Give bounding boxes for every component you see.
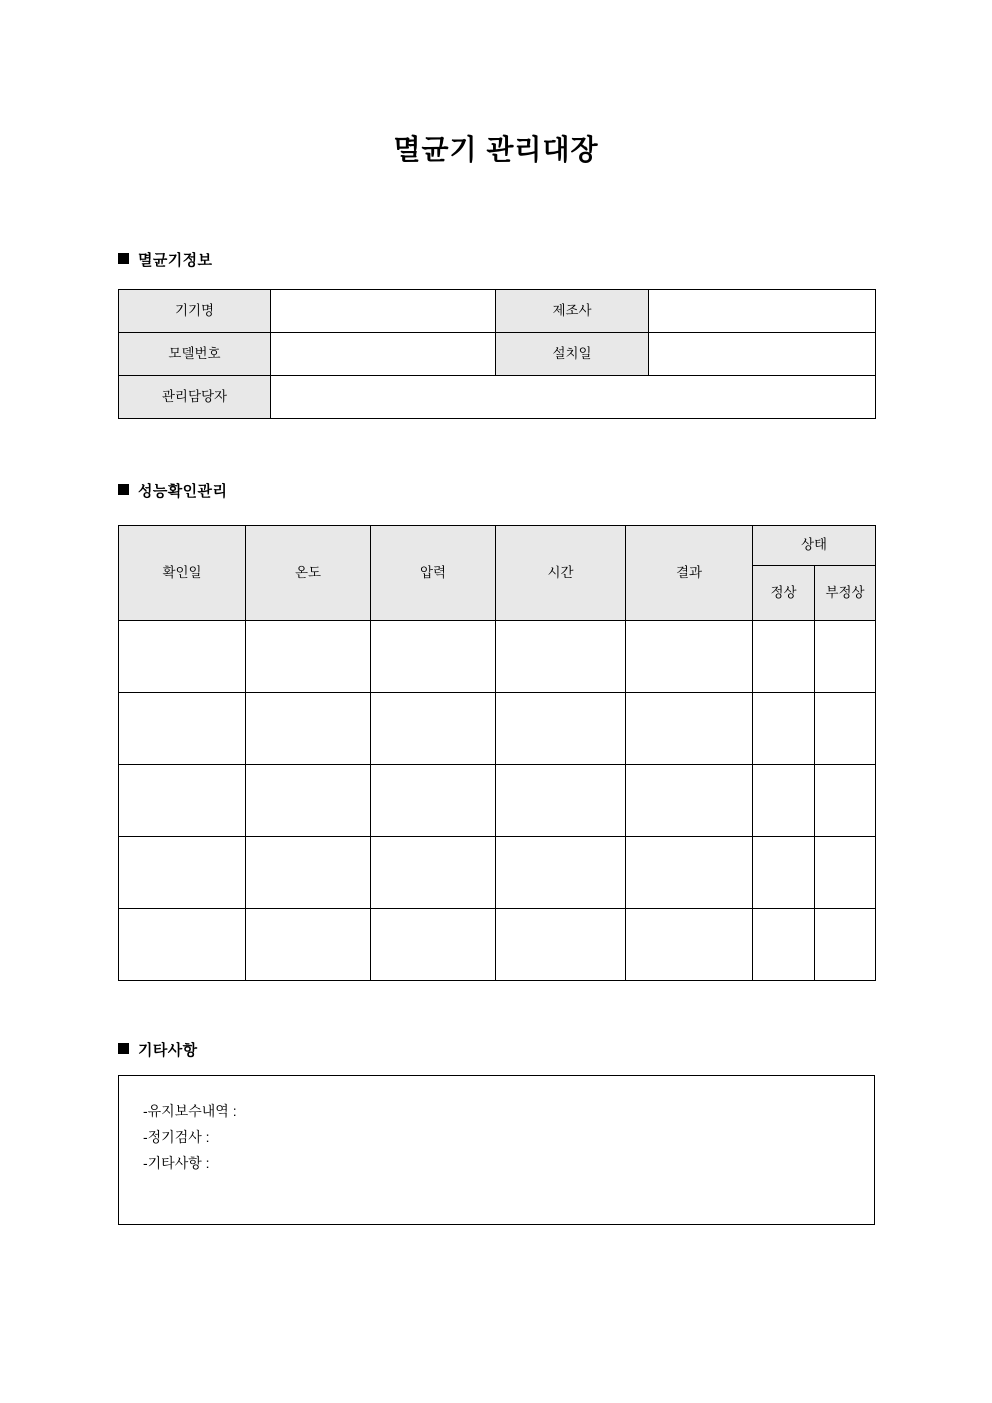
cell-check-date[interactable] — [119, 909, 246, 981]
label-model-number: 모델번호 — [119, 333, 271, 376]
section-heading-label: 멸균기정보 — [138, 252, 213, 269]
table-row — [119, 290, 876, 333]
column-header-pressure: 압력 — [371, 526, 496, 621]
page-title: 멸균기 관리대장 — [393, 134, 599, 165]
note-line-periodic-inspection: -정기검사 : — [143, 1129, 210, 1145]
column-header-status-abnormal — [815, 566, 876, 621]
column-header-status-abnormal-label: 부정상 — [825, 584, 865, 600]
column-header-status-group: 상태 — [753, 526, 876, 566]
cell-check-date[interactable] — [119, 621, 246, 693]
table-row — [119, 333, 876, 376]
table-row — [119, 909, 876, 981]
column-header-temperature: 온도 — [246, 526, 371, 621]
cell-result[interactable] — [626, 909, 753, 981]
cell-status-abnormal[interactable] — [815, 621, 876, 693]
column-header-time: 시간 — [496, 526, 626, 621]
cell-time[interactable] — [496, 693, 626, 765]
cell-pressure[interactable] — [371, 621, 496, 693]
note-line-other-matters: -기타사항 : — [143, 1155, 210, 1171]
table-row — [119, 837, 876, 909]
label-manager: 관리담당자 — [119, 376, 271, 419]
cell-check-date[interactable] — [119, 693, 246, 765]
cell-status-abnormal[interactable] — [815, 765, 876, 837]
cell-temperature[interactable] — [246, 765, 371, 837]
table-row — [119, 693, 876, 765]
cell-pressure[interactable] — [371, 837, 496, 909]
note-line-maintenance-history: -유지보수내역 : — [143, 1103, 237, 1119]
table-row — [119, 376, 876, 419]
cell-temperature[interactable] — [246, 837, 371, 909]
filled-square-bullet-icon — [118, 1043, 129, 1054]
column-header-result: 결과 — [626, 526, 753, 621]
table-header-row — [119, 526, 876, 566]
section-heading-performance-check — [118, 483, 227, 501]
other-matters-notes-box[interactable] — [118, 1075, 875, 1225]
cell-status-abnormal[interactable] — [815, 837, 876, 909]
cell-status-normal[interactable] — [753, 693, 815, 765]
section-heading-sterilizer-info — [118, 252, 212, 270]
label-equipment-name: 기기명 — [119, 290, 271, 333]
cell-result[interactable] — [626, 837, 753, 909]
cell-pressure[interactable] — [371, 693, 496, 765]
section-heading-label: 기타사항 — [138, 1042, 198, 1059]
performance-check-table — [118, 525, 876, 981]
cell-status-normal[interactable] — [753, 909, 815, 981]
cell-status-normal[interactable] — [753, 765, 815, 837]
section-heading-other-matters — [118, 1042, 198, 1060]
column-header-check-date: 확인일 — [119, 526, 246, 621]
filled-square-bullet-icon — [118, 253, 129, 264]
cell-time[interactable] — [496, 621, 626, 693]
cell-status-abnormal[interactable] — [815, 909, 876, 981]
label-install-date: 설치일 — [496, 333, 649, 376]
cell-status-normal[interactable] — [753, 621, 815, 693]
cell-status-abnormal[interactable] — [815, 693, 876, 765]
cell-result[interactable] — [626, 693, 753, 765]
cell-check-date[interactable] — [119, 765, 246, 837]
cell-check-date[interactable] — [119, 837, 246, 909]
performance-check-table-body — [119, 621, 876, 981]
cell-time[interactable] — [496, 837, 626, 909]
label-manufacturer: 제조사 — [496, 290, 649, 333]
cell-result[interactable] — [626, 765, 753, 837]
filled-square-bullet-icon — [118, 484, 129, 495]
section-heading-label: 성능확인관리 — [138, 483, 228, 500]
cell-time[interactable] — [496, 765, 626, 837]
cell-pressure[interactable] — [371, 765, 496, 837]
field-manager[interactable] — [271, 376, 876, 419]
table-row — [119, 621, 876, 693]
field-install-date[interactable] — [649, 333, 876, 376]
cell-status-normal[interactable] — [753, 837, 815, 909]
cell-pressure[interactable] — [371, 909, 496, 981]
cell-result[interactable] — [626, 621, 753, 693]
cell-temperature[interactable] — [246, 909, 371, 981]
cell-temperature[interactable] — [246, 693, 371, 765]
field-model-number[interactable] — [271, 333, 496, 376]
column-header-status-normal: 정상 — [753, 566, 815, 621]
cell-time[interactable] — [496, 909, 626, 981]
table-row — [119, 765, 876, 837]
field-manufacturer[interactable] — [649, 290, 876, 333]
cell-temperature[interactable] — [246, 621, 371, 693]
field-equipment-name[interactable] — [271, 290, 496, 333]
sterilizer-info-table — [118, 289, 876, 419]
